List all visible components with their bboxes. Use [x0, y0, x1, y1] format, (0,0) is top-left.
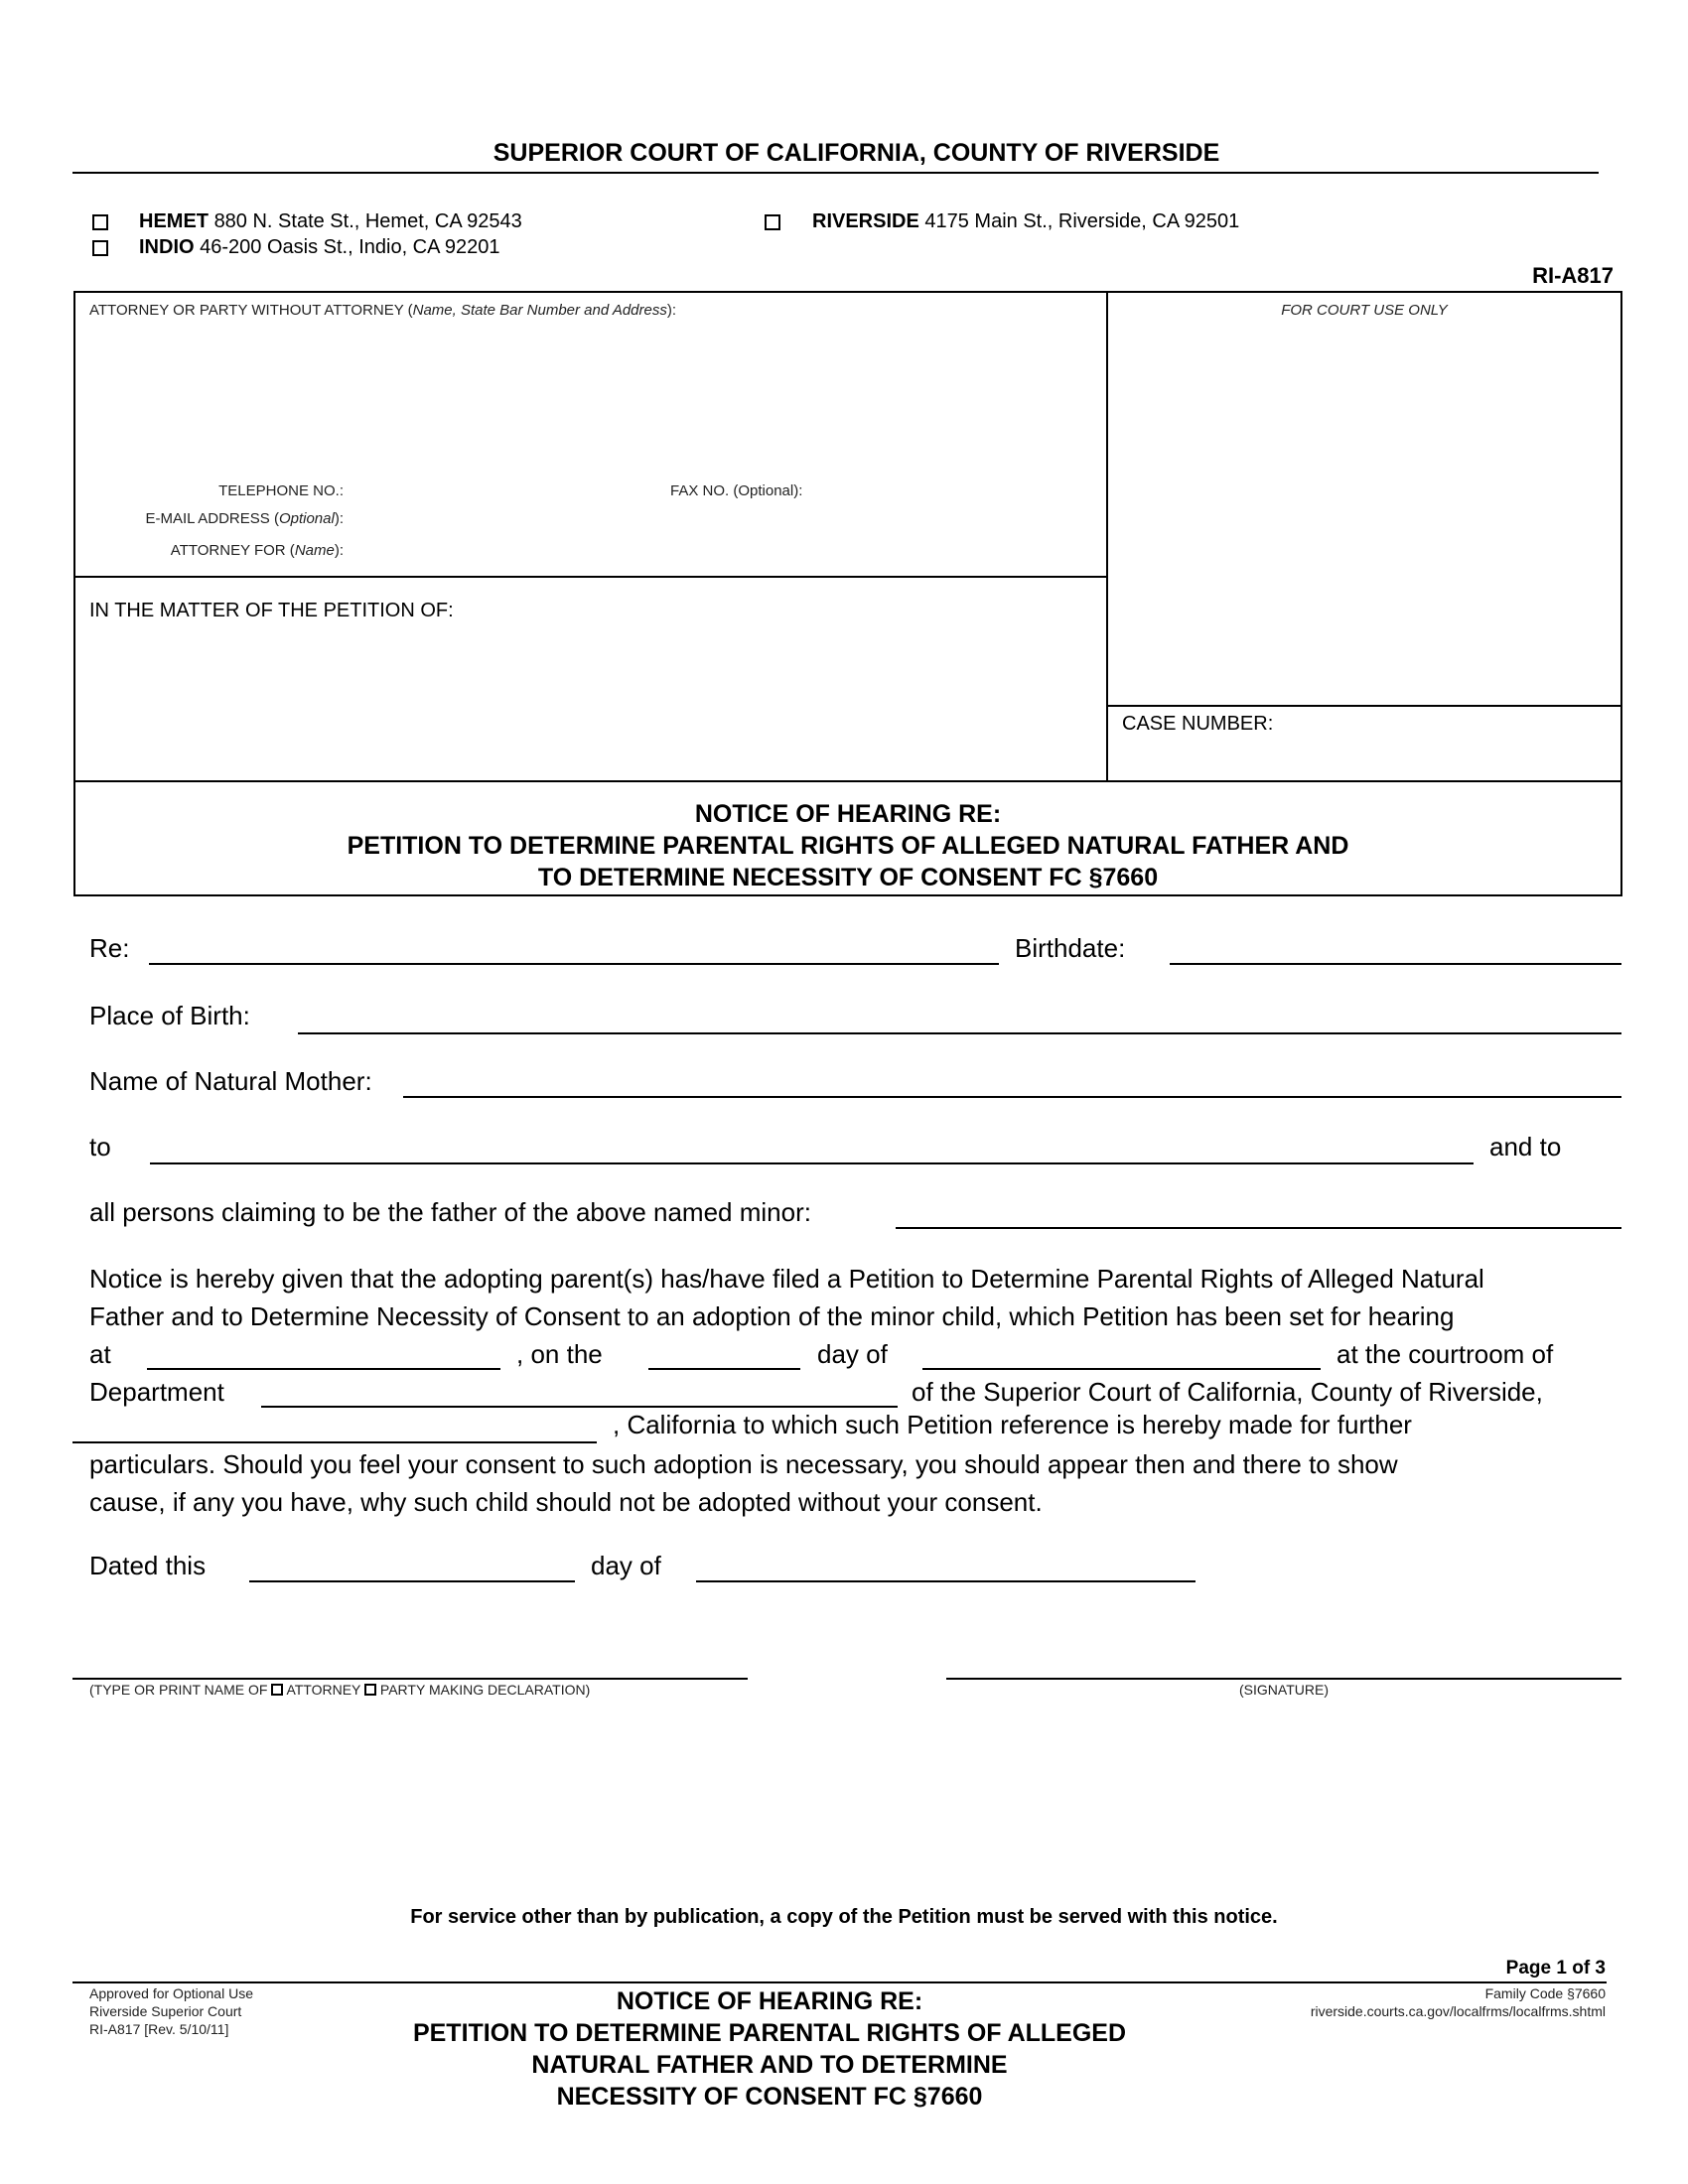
- signature-caption: (SIGNATURE): [1239, 1682, 1329, 1698]
- attorney-checkbox[interactable]: [271, 1684, 283, 1696]
- dated-day-field[interactable]: [249, 1580, 575, 1582]
- notice-line-7: cause, if any you have, why such child should not be adopted without your consent.: [89, 1487, 1043, 1517]
- notice-at-label: at: [89, 1339, 111, 1369]
- indio-checkbox[interactable]: [92, 240, 108, 256]
- notice-line-1: Notice is hereby given that the adopting parent(s) has/have filed a Petition to Determine Parental Rights of Alleged Natural: [89, 1264, 1484, 1294]
- title-rule: [72, 172, 1599, 174]
- case-number-label: CASE NUMBER:: [1122, 713, 1274, 735]
- footer-title-2: PETITION TO DETERMINE PARENTAL RIGHTS OF ALLEGED: [412, 2019, 1127, 2047]
- footer-code: Family Code §7660: [1484, 1985, 1606, 2001]
- telephone-label: TELEPHONE NO.:: [218, 482, 344, 499]
- to-label: to: [89, 1132, 111, 1161]
- riverside-location: RIVERSIDE 4175 Main St., Riverside, CA 92501: [812, 210, 1240, 232]
- footer-rule: [72, 1981, 1607, 1983]
- claiming-field[interactable]: [896, 1227, 1621, 1229]
- court-title: SUPERIOR COURT OF CALIFORNIA, COUNTY OF RIVERSIDE: [492, 139, 1220, 167]
- birthdate-field[interactable]: [1170, 963, 1621, 965]
- form-heading-line2: PETITION TO DETERMINE PARENTAL RIGHTS OF ALLEGED NATURAL FATHER AND: [347, 832, 1349, 860]
- matter-field[interactable]: [89, 630, 1082, 769]
- department-field[interactable]: [261, 1406, 898, 1408]
- dated-label: Dated this: [89, 1551, 207, 1580]
- print-name-field[interactable]: [72, 1678, 748, 1680]
- to-field[interactable]: [150, 1162, 1474, 1164]
- notice-california-text: , California to which such Petition reference is hereby made for further: [613, 1410, 1412, 1439]
- notice-on-the-label: , on the: [516, 1339, 603, 1369]
- page-number: Page 1 of 3: [1505, 1958, 1606, 1979]
- footer-rev: RI-A817 [Rev. 5/10/11]: [89, 2021, 229, 2037]
- hemet-checkbox[interactable]: [92, 214, 108, 230]
- notice-line-6: particulars. Should you feel your consent to such adoption is necessary, you should appear then and there to show: [89, 1449, 1398, 1479]
- indio-location: INDIO 46-200 Oasis St., Indio, CA 92201: [139, 236, 500, 258]
- case-number-rule: [1106, 705, 1622, 707]
- court-use-label: FOR COURT USE ONLY: [1281, 302, 1448, 319]
- attorney-label: ATTORNEY OR PARTY WITHOUT ATTORNEY (Name, State Bar Number and Address):: [89, 302, 677, 319]
- dated-month-field[interactable]: [696, 1580, 1196, 1582]
- dated-day-of-label: day of: [591, 1551, 661, 1580]
- hearing-time-field[interactable]: [147, 1368, 500, 1370]
- notice-department-label: Department: [89, 1377, 224, 1407]
- fax-label: FAX NO. (Optional):: [670, 482, 803, 499]
- service-note: For service other than by publication, a copy of the Petition must be served with this notice.: [410, 1906, 1278, 1928]
- attorney-for-label: ATTORNEY FOR (Name):: [170, 542, 344, 559]
- print-name-caption: (TYPE OR PRINT NAME OF ATTORNEY PARTY MAKING DECLARATION): [89, 1682, 591, 1698]
- case-number-field[interactable]: [1122, 740, 1609, 774]
- notice-superior-text: of the Superior Court of California, County of Riverside,: [912, 1377, 1543, 1407]
- form-heading-line3: TO DETERMINE NECESSITY OF CONSENT FC §7660: [537, 864, 1159, 891]
- riverside-checkbox[interactable]: [765, 214, 780, 230]
- attorney-rule: [73, 576, 1107, 578]
- footer-court: Riverside Superior Court: [89, 2003, 242, 2019]
- hearing-month-field[interactable]: [922, 1368, 1321, 1370]
- email-label: E-MAIL ADDRESS (Optional):: [145, 510, 344, 527]
- signature-field[interactable]: [946, 1678, 1621, 1680]
- and-to-label: and to: [1489, 1132, 1562, 1161]
- caption-divider: [1106, 291, 1108, 781]
- attorney-info-field[interactable]: [89, 328, 1082, 467]
- natural-mother-field[interactable]: [403, 1096, 1621, 1098]
- city-field[interactable]: [72, 1441, 597, 1443]
- form-id: RI-A817: [1532, 263, 1614, 288]
- footer-approved: Approved for Optional Use: [89, 1985, 253, 2001]
- footer-title-1: NOTICE OF HEARING RE:: [616, 1987, 923, 2015]
- hearing-day-field[interactable]: [648, 1368, 800, 1370]
- hemet-location: HEMET 880 N. State St., Hemet, CA 92543: [139, 210, 522, 232]
- footer-title-3: NATURAL FATHER AND TO DETERMINE: [531, 2051, 1008, 2079]
- birthdate-label: Birthdate:: [1015, 933, 1126, 963]
- notice-day-of-label: day of: [817, 1339, 888, 1369]
- matter-label: IN THE MATTER OF THE PETITION OF:: [89, 600, 454, 621]
- caption-bottom-rule: [73, 780, 1622, 782]
- place-of-birth-field[interactable]: [298, 1032, 1621, 1034]
- place-of-birth-label: Place of Birth:: [89, 1001, 250, 1030]
- footer-title-4: NECESSITY OF CONSENT FC §7660: [556, 2083, 983, 2111]
- notice-line-2: Father and to Determine Necessity of Consent to an adoption of the minor child, which Petition has been set for hearing: [89, 1301, 1455, 1331]
- re-field[interactable]: [149, 963, 999, 965]
- claiming-label: all persons claiming to be the father of the above named minor:: [89, 1197, 811, 1227]
- natural-mother-label: Name of Natural Mother:: [89, 1066, 372, 1096]
- footer-url[interactable]: riverside.courts.ca.gov/localfrms/localfrms.shtml: [1310, 2003, 1606, 2019]
- re-label: Re:: [89, 933, 130, 963]
- notice-courtroom-label: at the courtroom of: [1336, 1339, 1554, 1369]
- form-heading-line1: NOTICE OF HEARING RE:: [694, 800, 1002, 828]
- party-checkbox[interactable]: [364, 1684, 376, 1696]
